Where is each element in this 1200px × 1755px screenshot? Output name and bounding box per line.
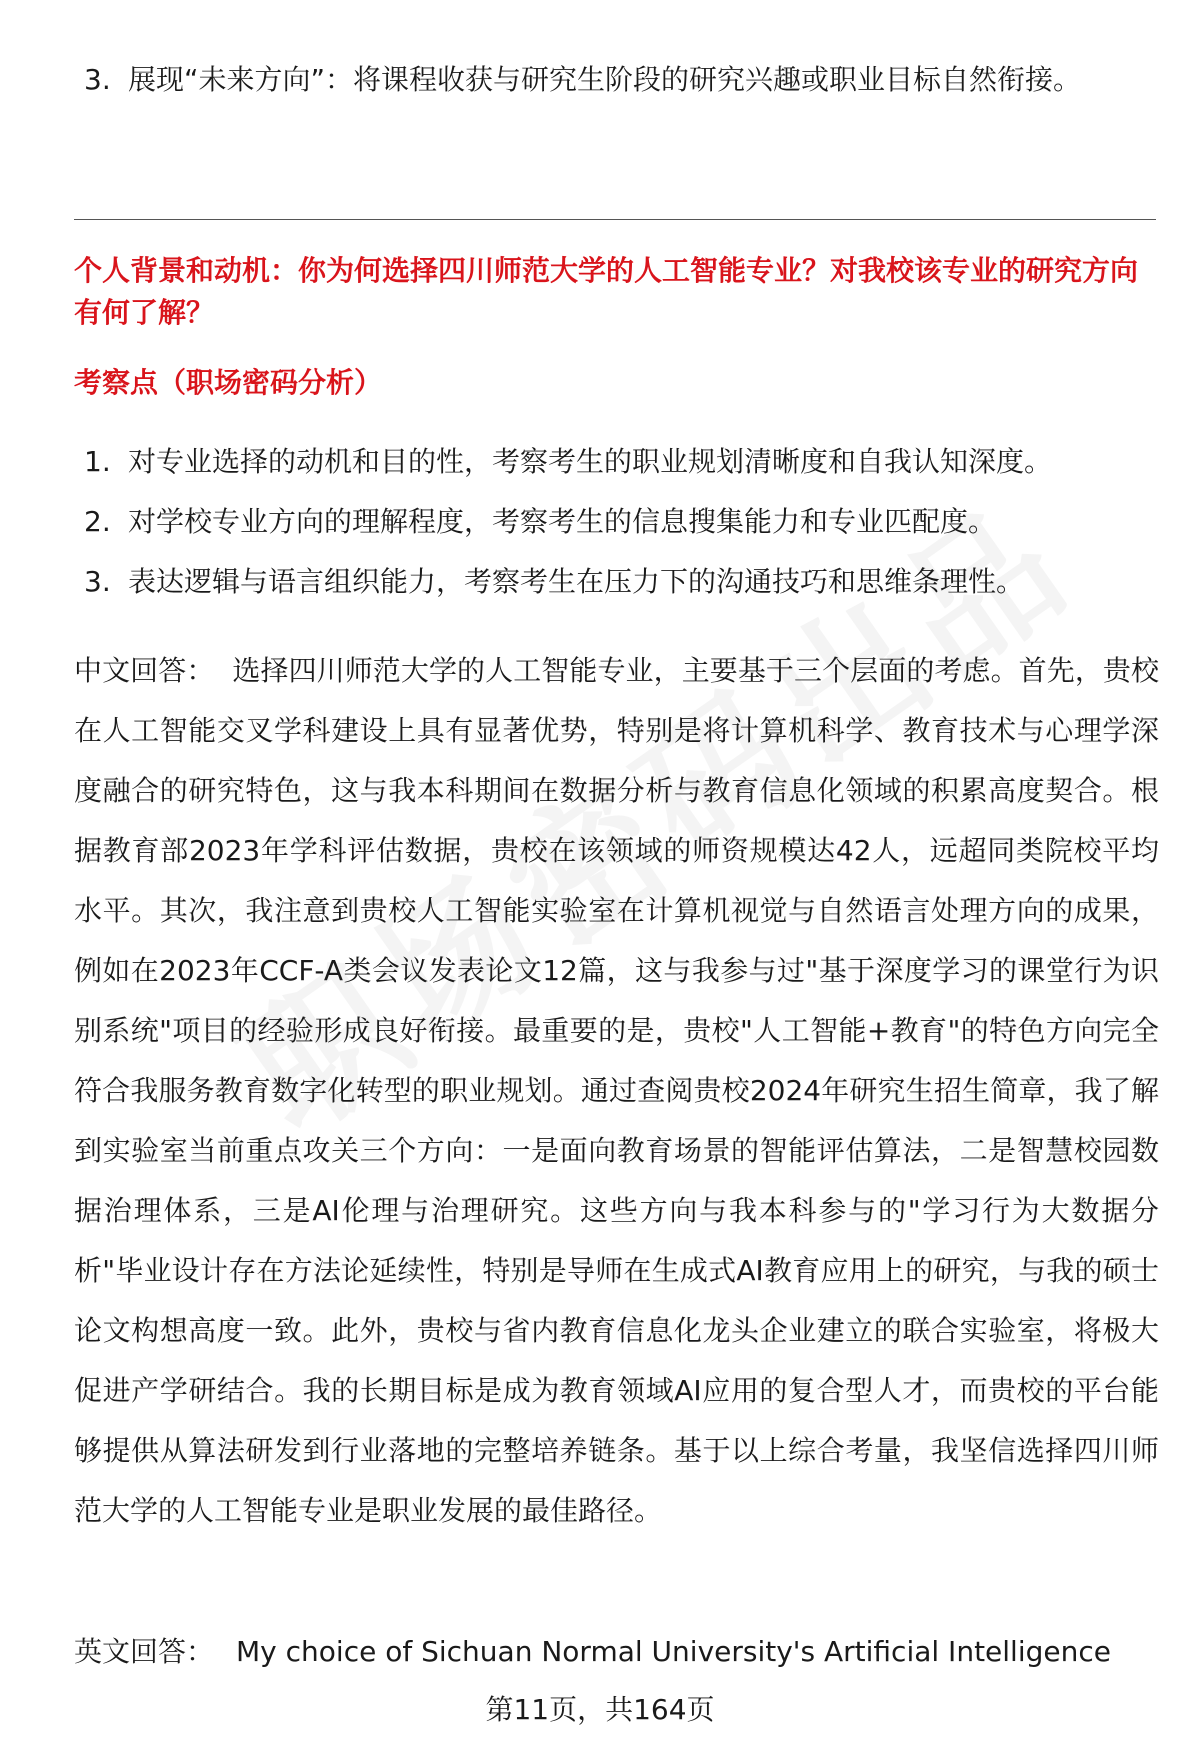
section-divider bbox=[74, 219, 1156, 220]
english-answer-text: My choice of Sichuan Normal University's Artificial Intelligence bbox=[236, 1635, 1111, 1668]
chinese-answer-text: 选择四川师范大学的人工智能专业，主要基于三个层面的考虑。首先，贵校在人工智能交叉学科建设上具有显著优势，特别是将计算机科学、教育技术与心理学深度融合的研究特色，这与我本科期间在数据分析与教育信息化领域的积累高度契合。根据教育部2023年学科评估数据，贵校在该领域的师资规模达42人，远超同类院校平均水平。其次，我注意到贵校人工智能实验室在计算机视觉与自然语言处理方向的成果，例如在2023年CCF-A类会议发表论文12篇，这与我参与过"基于深度学习的课堂行为识别系统"项目的经验形成良好衔接。最重要的是，贵校"人工智能+教育"的特色方向完全符合我服务教育数字化转型的职业规划。通过查阅贵校2024年研究生招生简章，我了解到实验室当前重点攻关三个方向：一是面向教育场景的智能评估算法，二是智慧校园数据治理体系，三是AI伦理与治理研究。这些方向与我本科参与的"学习行为大数据分析"毕业设计存在方法论延续性，特别是导师在生成式AI教育应用上的研究，与我的硕士论文构想高度一致。此外，贵校与省内教育信息化龙头企业建立的联合实验室，将极大促进产学研结合。我的长期目标是成为教育领域AI应用的复合型人才，而贵校的平台能够提供从算法研发到行业落地的完整培养链条。基于以上综合考量，我坚信选择四川师范大学的人工智能专业是职业发展的最佳路径。 bbox=[74, 654, 1159, 1527]
list-item bbox=[84, 492, 1144, 552]
chinese-answer bbox=[74, 641, 1159, 1541]
list-item-text: 展现“未来方向”：将课程收获与研究生阶段的研究兴趣或职业目标自然衔接。 bbox=[128, 63, 1082, 96]
list-item-number: 2. bbox=[84, 505, 111, 538]
chinese-answer-label: 中文回答： bbox=[74, 654, 215, 687]
list-item bbox=[84, 552, 1144, 612]
list-item-text: 对学校专业方向的理解程度，考察考生的信息搜集能力和专业匹配度。 bbox=[128, 505, 997, 538]
list-item-number: 1. bbox=[84, 445, 111, 478]
english-answer bbox=[74, 1632, 1159, 1672]
english-answer-label: 英文回答： bbox=[74, 1635, 215, 1668]
question-heading: 个人背景和动机：你为何选择四川师范大学的人工智能专业？对我校该专业的研究方向有何了解？ bbox=[74, 254, 1139, 329]
page-number: 第11页，共164页 bbox=[485, 1693, 715, 1726]
list-item bbox=[84, 50, 1144, 110]
list-item-number: 3. bbox=[84, 63, 111, 96]
list-item-text: 表达逻辑与语言组织能力，考察考生在压力下的沟通技巧和思维条理性。 bbox=[128, 565, 1025, 598]
list-item-text: 对专业选择的动机和目的性，考察考生的职业规划清晰度和自我认知深度。 bbox=[128, 445, 1053, 478]
list-item-number: 3. bbox=[84, 565, 111, 598]
list-item bbox=[84, 432, 1144, 492]
exam-points-title: 考察点（职场密码分析） bbox=[74, 366, 383, 399]
